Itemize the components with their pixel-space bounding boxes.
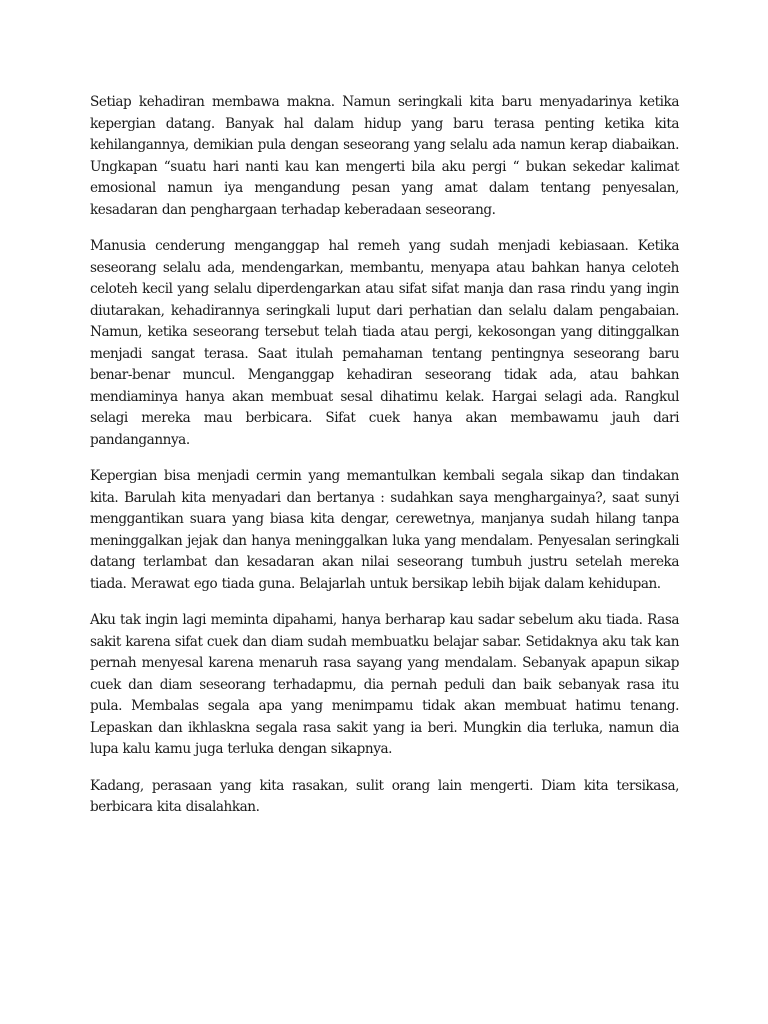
paragraph-4: Aku tak ingin lagi meminta dipahami, hanya berharap kau sadar sebelum aku tiada. Rasa sakit karena sifat cuek dan diam sudah membuatku belajar sabar. Setidaknya aku tak kan pernah menyesal karena menaruh rasa sayang yang mendalam. Sebanyak apapun sikap cuek dan diam seseorang terhadapmu, dia pernah peduli dan baik sebanyak rasa itu pula. Membalas segala apa yang menimpamu tidak akan membuat hatimu tenang. Lepaskan dan ikhlaskna segala rasa sakit yang ia beri. Mungkin dia terluka, namun dia lupa kalu kamu juga terluka dengan sikapnya.	[90, 612, 679, 757]
paragraph-1: Setiap kehadiran membawa makna. Namun seringkali kita baru menyadarinya ketika kepergian datang. Banyak hal dalam hidup yang baru terasa penting ketika kita kehilangannya, demikian pula dengan seseorang yang selalu ada namun kerap diabaikan. Ungkapan “suatu hari nanti kau kan mengerti bila aku pergi “ bukan sekedar kalimat emosional namun iya mengandung pesan yang amat dalam tentang penyesalan, kesadaran dan penghargaan terhadap keberadaan seseorang.	[90, 94, 679, 218]
paragraph-5: Kadang, perasaan yang kita rasakan, sulit orang lain mengerti. Diam kita tersikasa, berbicara kita disalahkan.	[90, 777, 679, 815]
paragraph-2: Manusia cenderung menganggap hal remeh yang sudah menjadi kebiasaan. Ketika seseorang selalu ada, mendengarkan, membantu, menyapa atau bahkan hanya celoteh celoteh kecil yang selalu diperdengarkan atau sifat sifat manja dan rasa rindu yang ingin diutarakan, kehadirannya seringkali luput dari perhatian dan selalu dalam pengabaian. Namun, ketika seseorang tersebut telah tiada atau pergi, kekosongan yang ditinggalkan menjadi sangat terasa. Saat itulah pemahaman tentang pentingnya seseorang baru benar-benar muncul. Menganggap kehadiran seseorang tidak ada, atau bahkan mendiaminya hanya akan membuat sesal dihatimu kelak. Hargai selagi ada. Rangkul selagi mereka mau berbicara. Sifat cuek hanya akan membawamu jauh dari pandangannya.	[90, 238, 679, 448]
paragraph-3: Kepergian bisa menjadi cermin yang memantulkan kembali segala sikap dan tindakan kita. Barulah kita menyadari dan bertanya : sudahkan saya menghargainya?, saat sunyi menggantikan suara yang biasa kita dengar, cerewetnya, manjanya sudah hilang tanpa meninggalkan jejak dan hanya meninggalkan luka yang mendalam. Penyesalan seringkali datang terlambat dan kesadaran akan nilai seseorang tumbuh justru setelah mereka tiada. Merawat ego tiada guna. Belajarlah untuk bersikap lebih bijak dalam kehidupan.	[90, 468, 679, 592]
